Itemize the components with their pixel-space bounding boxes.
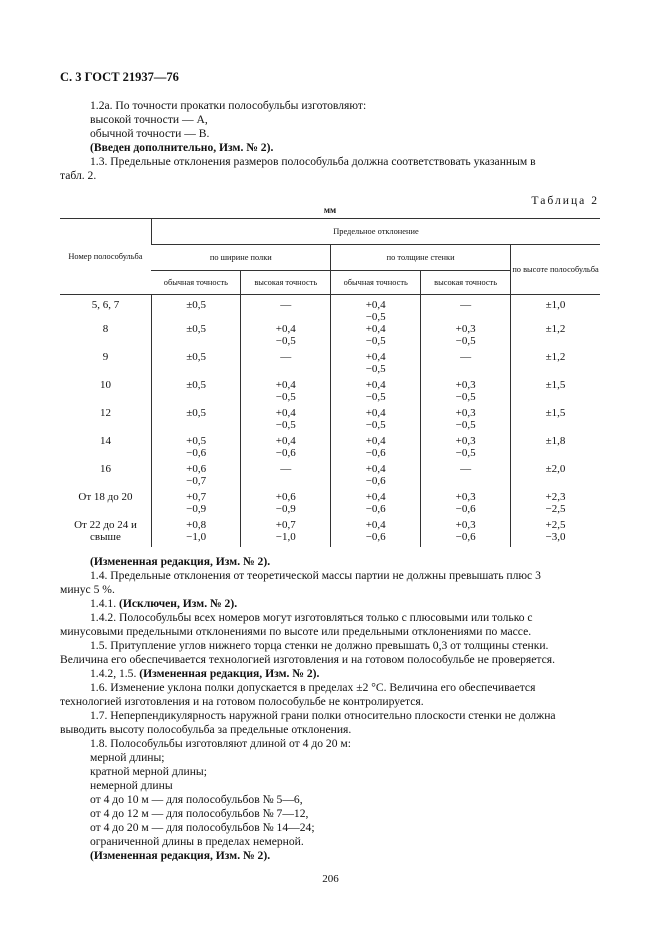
list-item-range-2: от 4 до 12 м — для полособульбов № 7—12, (90, 807, 309, 820)
subheader-width-normal: обычная точность (151, 271, 240, 295)
cell-width-normal: ±0,5 (151, 295, 240, 324)
cell-thickness-high: — (421, 295, 511, 324)
cell-height: +2,5 −3,0 (511, 519, 600, 547)
table-row (60, 295, 600, 324)
list-item-limited: ограниченной длины в пределах немерной. (90, 835, 304, 848)
clause-numbers: 1.4.2, 1.5. (90, 667, 137, 680)
list-item-normal-accuracy: обычной точности — В. (90, 127, 210, 140)
paragraph-1-4-2-line2: минусовыми предельными отклонениями по высоте или предельными отклонениями по массе. (60, 625, 532, 638)
cell-height: ±1,0 (511, 295, 600, 324)
cell-thickness-high: — (421, 463, 511, 491)
paragraph-1-3-line1: 1.3. Предельные отклонения размеров полособульба должна соответствовать указанным в (90, 155, 536, 168)
list-item-range-3: от 4 до 20 м — для полособульбов № 14—24; (90, 821, 315, 834)
cell-width-normal: ±0,5 (151, 379, 240, 407)
cell-width-high: — (241, 463, 331, 491)
cell-width-high: +0,6 −0,9 (241, 491, 331, 519)
cell-height: +2,3 −2,5 (511, 491, 600, 519)
cell-width-normal: ±0,5 (151, 323, 240, 351)
list-item-range-1: от 4 до 10 м — для полособульбов № 5—6, (90, 793, 303, 806)
cell-width-normal: ±0,5 (151, 351, 240, 379)
cell-width-high: +0,4 −0,5 (241, 407, 331, 435)
paragraph-1-4-line2: минус 5 %. (60, 583, 115, 596)
table-caption: Таблица 2 (531, 194, 599, 207)
cell-thickness-normal: +0,4 −0,6 (331, 519, 421, 547)
cell-height: ±1,2 (511, 323, 600, 351)
deviation-table (60, 218, 600, 547)
cell-number: 10 (99, 379, 111, 391)
cell-width-normal: +0,6 −0,7 (151, 463, 240, 491)
cell-width-high: +0,4 −0,5 (241, 323, 331, 351)
amendment-note-changed-3: (Измененная редакция, Изм. № 2). (90, 849, 271, 862)
cell-height: ±1,8 (511, 435, 600, 463)
amendment-note-changed-1: (Измененная редакция, Изм. № 2). (90, 555, 271, 568)
cell-number: От 18 до 20 (78, 491, 133, 503)
amendment-note-changed-2: (Измененная редакция, Изм. № 2). (139, 667, 320, 680)
cell-width-high: +0,4 −0,5 (241, 379, 331, 407)
paragraph-1-3-line2: табл. 2. (60, 169, 97, 182)
cell-height: ±1,5 (511, 379, 600, 407)
paragraph-1-4-line1: 1.4. Предельные отклонения от теоретической массы партии не должны превышать плюс 3 (90, 569, 541, 582)
page-number: 206 (322, 873, 339, 885)
subheader-thickness-high: высокая точность (421, 271, 511, 295)
table-unit: мм (323, 205, 337, 215)
list-item-unmeasured: немерной длины (90, 779, 173, 792)
cell-thickness-normal: +0,4 −0,5 (331, 407, 421, 435)
table-row (60, 407, 600, 435)
cell-thickness-high: +0,3 −0,6 (421, 491, 511, 519)
page-header: С. 3 ГОСТ 21937—76 (60, 70, 179, 84)
cell-width-high: — (241, 295, 331, 324)
table-row (60, 435, 600, 463)
paragraph-1-6-line1: 1.6. Изменение уклона полки допускается в пределах ±2 °С. Величина его обеспечивается (90, 681, 536, 694)
cell-height: ±1,5 (511, 407, 600, 435)
cell-thickness-normal: +0,4 −0,6 (331, 435, 421, 463)
cell-width-normal: +0,8 −1,0 (151, 519, 240, 547)
cell-width-normal: ±0,5 (151, 407, 240, 435)
cell-thickness-normal: +0,4 −0,6 (331, 463, 421, 491)
table-row (60, 463, 600, 491)
header-width: по ширине полки (151, 245, 330, 271)
cell-width-normal: +0,5 −0,6 (151, 435, 240, 463)
paragraph-1-7-line1: 1.7. Неперпендикулярность наружной грани полки относительно плоскости стенки не должна (90, 709, 556, 722)
cell-thickness-high: +0,3 −0,5 (421, 379, 511, 407)
header-thickness: по толщине стенки (331, 245, 511, 271)
paragraph-amendment-1-4-2-1-5 (60, 667, 600, 681)
cell-number: 8 (102, 323, 109, 335)
amendment-note-introduced: (Введен дополнительно, Изм. № 2). (90, 141, 274, 154)
header-number: Номер полособульба (60, 219, 151, 295)
cell-number: 14 (99, 435, 111, 447)
list-item-multiple: кратной мерной длины; (90, 765, 207, 778)
paragraph-1-5-line2: Величина его обеспечивается технологией изготовления и на готовом полособульбе не проверяется. (60, 653, 555, 666)
subheader-width-high: высокая точность (241, 271, 331, 295)
cell-number: 5, 6, 7 (91, 299, 120, 311)
cell-height: ±2,0 (511, 463, 600, 491)
table-row (60, 351, 600, 379)
paragraph-1-5-line1: 1.5. Притупление углов нижнего торца стенки не должно превышать 0,3 от толщины стенки. (90, 639, 549, 652)
paragraph-1-7-line2: выводить высоту полособульба за предельные отклонения. (60, 723, 352, 736)
paragraph-1-8: 1.8. Полособульбы изготовляют длиной от 4 до 20 м: (90, 737, 351, 750)
list-item-measured: мерной длины; (90, 751, 165, 764)
table-row (60, 519, 600, 547)
cell-thickness-high: +0,3 −0,5 (421, 407, 511, 435)
cell-thickness-normal: +0,4 −0,5 (331, 295, 421, 324)
cell-number: 16 (99, 463, 111, 475)
cell-number: 12 (99, 407, 111, 419)
clause-number: 1.4.1. (90, 597, 117, 610)
cell-thickness-normal: +0,4 −0,5 (331, 323, 421, 351)
cell-number: От 22 до 24 и свыше (74, 519, 137, 543)
cell-width-high: +0,4 −0,6 (241, 435, 331, 463)
cell-thickness-high: — (421, 351, 511, 379)
amendment-note-excluded: (Исключен, Изм. № 2). (119, 597, 238, 610)
paragraph-1-2a: 1.2а. По точности прокатки полособульбы изготовляют: (90, 99, 367, 112)
paragraph-1-4-1 (60, 597, 600, 611)
cell-width-high: +0,7 −1,0 (241, 519, 331, 547)
subheader-thickness-normal: обычная точность (331, 271, 421, 295)
table-row (60, 323, 600, 351)
table-row (60, 491, 600, 519)
header-height: по высоте полособульба (511, 245, 600, 295)
cell-width-high: — (241, 351, 331, 379)
cell-thickness-normal: +0,4 −0,5 (331, 351, 421, 379)
cell-thickness-high: +0,3 −0,5 (421, 323, 511, 351)
cell-thickness-high: +0,3 −0,5 (421, 435, 511, 463)
list-item-high-accuracy: высокой точности — А, (90, 113, 208, 126)
paragraph-1-4-2-line1: 1.4.2. Полособульбы всех номеров могут изготовляться только с плюсовыми или только с (90, 611, 533, 624)
cell-number: 9 (102, 351, 109, 363)
cell-width-normal: +0,7 −0,9 (151, 491, 240, 519)
paragraph-1-6-line2: технологией изготовления и на готовом полособульбе не контролируется. (60, 695, 424, 708)
cell-thickness-normal: +0,4 −0,5 (331, 379, 421, 407)
table-row (60, 379, 600, 407)
cell-thickness-normal: +0,4 −0,6 (331, 491, 421, 519)
cell-thickness-high: +0,3 −0,6 (421, 519, 511, 547)
header-limit: Предельное отклонение (151, 219, 600, 245)
cell-height: ±1,2 (511, 351, 600, 379)
